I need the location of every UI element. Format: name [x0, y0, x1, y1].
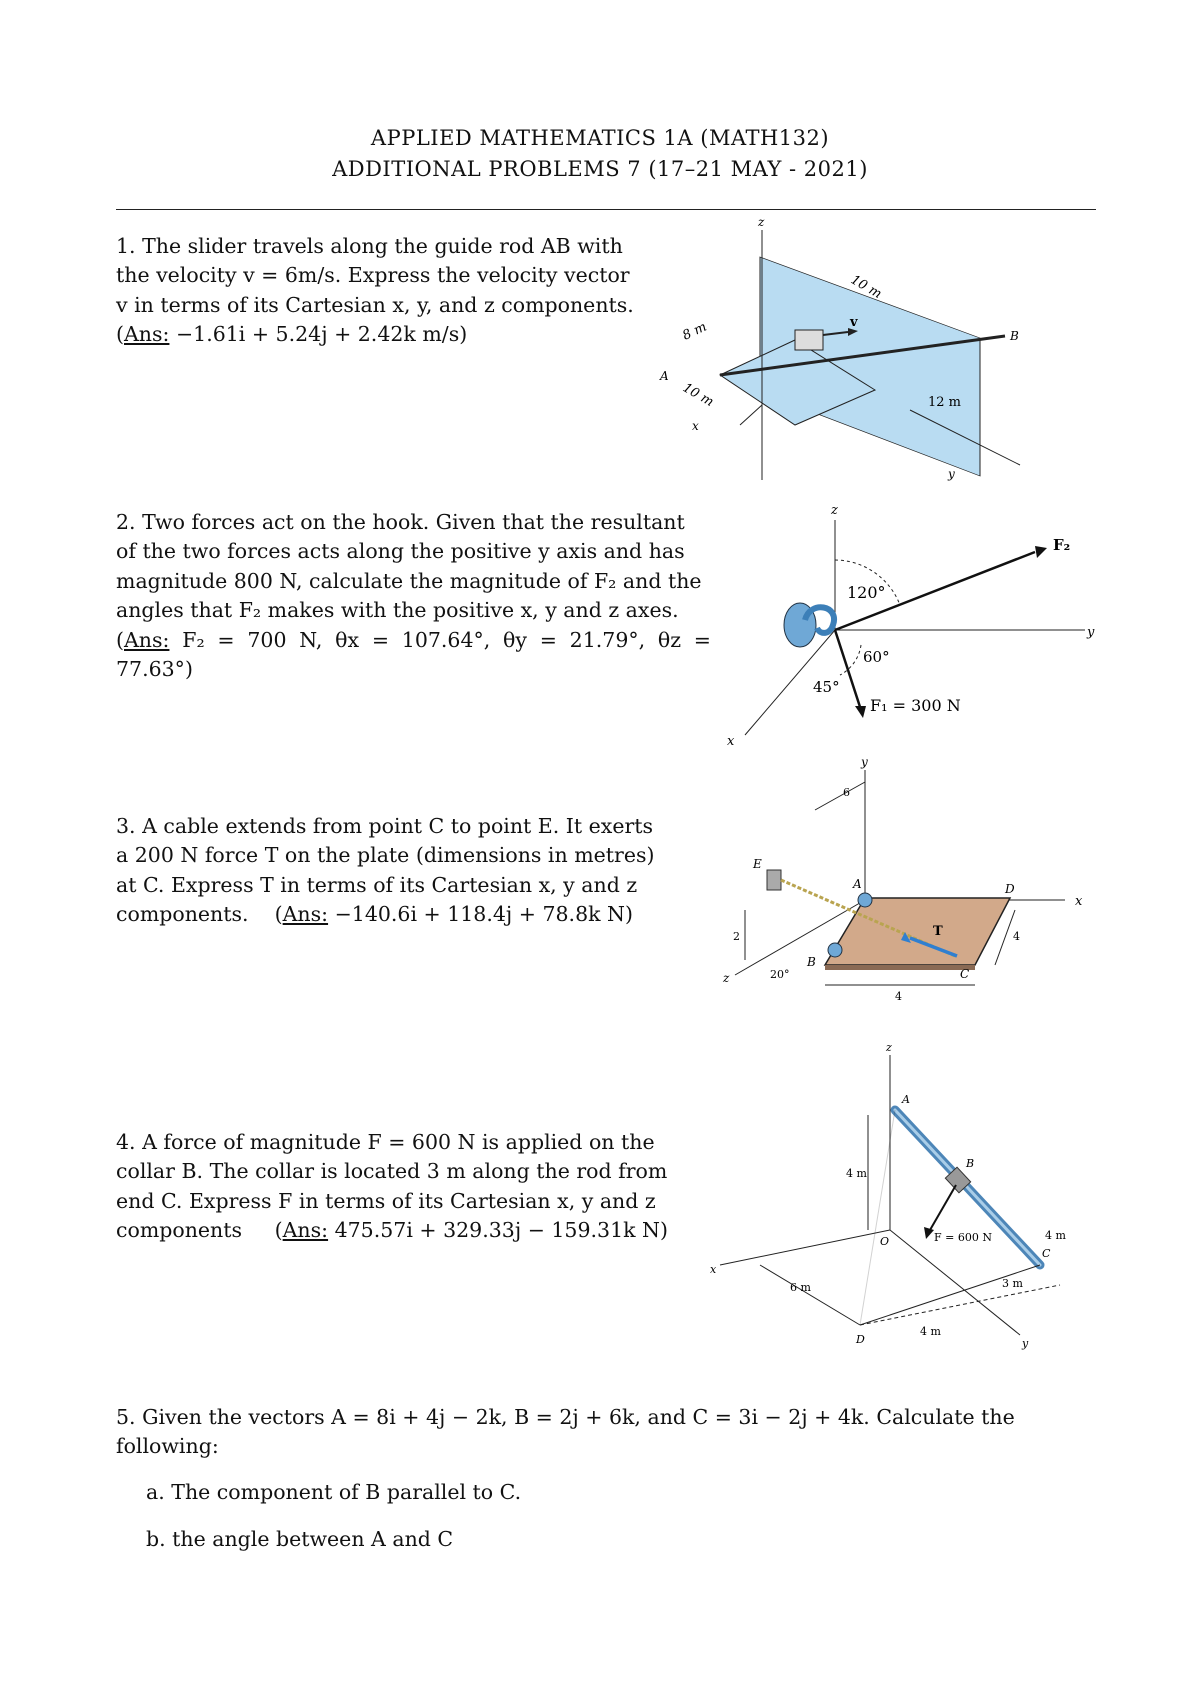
problem-text-line: Two forces act on the hook. Given that the resultant	[142, 510, 685, 534]
answer-value: F₂ = 700 N, θx = 107.64°, θy = 21.79°, θz = 77.63°	[116, 627, 711, 682]
problem-text-line: The slider travels along the guide rod AB with	[142, 234, 623, 258]
fig4-label-A: A	[902, 1093, 910, 1106]
y-axis	[890, 1230, 1020, 1335]
item-label: b.	[146, 1527, 166, 1551]
line-DC	[860, 1265, 1040, 1325]
figure-3-plate-cable	[723, 755, 1105, 1030]
fig3-label-B: B	[807, 955, 816, 969]
problem-text-line: at C. Express T in terms of its Cartesian x, y and z	[116, 872, 638, 897]
problem-number: 4.	[116, 1130, 136, 1154]
problem-text-line: collar B. The collar is located 3 m along the rod from	[116, 1159, 668, 1184]
fig3-label-D: D	[1005, 882, 1015, 896]
problem-text-line: the velocity v = 6m/s. Express the velocity vector	[116, 263, 630, 288]
fig4-label-y: y	[1022, 1337, 1029, 1350]
answer-value: −140.6i + 118.4j + 78.8k N	[334, 902, 625, 927]
answer-label: Ans:	[282, 1218, 329, 1243]
problem-3: 3. A cable extends from point C to point E. It exerts a 200 N force T on the plate (dimensions in metres) at C. Express T in terms of its Cartesian x, y and z components. (Ans: −140.6i + 118.4j + 78.8k N)	[116, 812, 696, 930]
fig1-label-12m: 12 m	[928, 395, 962, 410]
problem-5	[116, 1403, 1096, 1462]
fig4-label-3m: 3 m	[1002, 1277, 1023, 1290]
figure-2-hook-forces	[727, 500, 1095, 749]
item-text: the angle between A and C	[172, 1527, 454, 1551]
fig3-label-6: 6	[843, 786, 850, 799]
fig3-label-4b: 4	[1013, 930, 1020, 943]
force-F-arrowhead	[924, 1227, 934, 1239]
fig3-label-2: 2	[733, 930, 740, 943]
fig4-label-4m: 4 m	[846, 1167, 867, 1180]
fig3-label-20: 20°	[770, 968, 790, 981]
fig2-label-x: x	[727, 734, 735, 749]
fig1-label-A: A	[660, 369, 669, 383]
fig2-label-y: y	[1087, 625, 1095, 640]
problem-4: 4. A force of magnitude F = 600 N is applied on the collar B. The collar is located 3 m along the rod from end C. Express F in terms of its Cartesian x, y and z components (Ans: 475.57i + 329.33j − 159.31k N)	[116, 1128, 696, 1246]
plate-edge	[825, 965, 975, 970]
anchor-E	[767, 870, 781, 890]
fig3-label-A: A	[853, 877, 862, 891]
problem-number: 2.	[116, 510, 136, 534]
fig4-label-4m-3: 4 m	[920, 1325, 941, 1338]
fig3-label-z: z	[723, 971, 730, 985]
fig1-label-10m-2: 10 m	[680, 380, 717, 410]
force-F1-line	[835, 630, 861, 710]
slider-collar	[795, 330, 823, 350]
support-A	[858, 893, 872, 907]
problem-text-line: angles that F₂ makes with the positive x, y and z axes.	[116, 598, 679, 623]
fig3-label-x: x	[1075, 894, 1083, 909]
fig3-label-T: T	[933, 924, 943, 939]
fig3-label-E: E	[753, 857, 762, 871]
fig2-label-z: z	[831, 503, 838, 518]
answer-value: 475.57i + 329.33j − 159.31k N	[334, 1218, 660, 1243]
problem-text-line: Given the vectors A = 8i + 4j − 2k, B = 2j + 6k, and C = 3i − 2j + 4k. Calculate the	[142, 1405, 1015, 1429]
force-F1-arrowhead	[855, 706, 866, 718]
problem-text-line: A cable extends from point C to point E. It exerts	[142, 814, 654, 838]
answer-line: (Ans: F₂ = 700 N, θx = 107.64°, θy = 21.79°, θz = 77.63°)	[116, 627, 711, 682]
figure-4-collar-rod	[710, 1041, 1100, 1355]
fig2-label-45: 45°	[813, 678, 840, 696]
fig4-label-C: C	[1042, 1247, 1051, 1260]
fig4-label-6m: 6 m	[790, 1281, 811, 1294]
force-F2-arrowhead	[1035, 546, 1047, 558]
fig4-label-B: B	[966, 1157, 975, 1170]
fig4-label-x: x	[710, 1263, 717, 1276]
problem-5a	[146, 1480, 521, 1504]
document-subtitle: ADDITIONAL PROBLEMS 7 (17–21 MAY - 2021)	[332, 157, 868, 181]
fig3-label-4a: 4	[895, 990, 902, 1003]
problem-number: 1.	[116, 234, 136, 258]
problem-5b	[146, 1527, 453, 1551]
fig3-label-y: y	[861, 755, 868, 769]
ground-edge	[860, 1285, 1060, 1325]
problem-1	[116, 232, 636, 350]
item-text: The component of B parallel to C.	[171, 1480, 522, 1504]
fig2-label-F2: F₂	[1053, 536, 1071, 554]
fig1-label-z: z	[758, 215, 765, 229]
fig4-label-O: O	[880, 1235, 890, 1248]
fig3-label-C: C	[960, 967, 970, 981]
header-divider	[116, 209, 1096, 210]
support-B	[828, 943, 842, 957]
x-axis	[740, 405, 762, 425]
fig4-label-4m-2: 4 m	[1045, 1229, 1066, 1242]
problem-text-line: components	[116, 1218, 243, 1243]
fig4-label-F: F = 600 N	[934, 1231, 992, 1244]
problem-text-line: following:	[116, 1434, 219, 1459]
problem-text-line: magnitude 800 N, calculate the magnitude of F₂ and the	[116, 568, 702, 593]
problem-text-line: of the two forces acts along the positive y axis and has	[116, 539, 685, 564]
problem-text-line: v in terms of its Cartesian x, y, and z components.	[116, 292, 634, 317]
problem-text-line: a 200 N force T on the plate (dimensions in metres)	[116, 843, 655, 868]
answer-label: Ans:	[124, 322, 170, 347]
problem-text-line: A force of magnitude F = 600 N is applied on the	[142, 1130, 655, 1154]
fig1-label-y: y	[948, 467, 955, 481]
document-title: APPLIED MATHEMATICS 1A (MATH132)	[370, 126, 830, 150]
ground-edge-2	[760, 1265, 860, 1325]
fig1-label-10m: 10 m	[848, 272, 885, 302]
item-label: a.	[146, 1480, 165, 1504]
fig2-label-60: 60°	[863, 648, 890, 666]
answer-value: −1.61i + 5.24j + 2.42k m/s	[175, 322, 460, 347]
fig1-label-8m: 8 m	[680, 319, 710, 344]
problem-number: 5.	[116, 1405, 136, 1429]
dim-line-6	[815, 782, 865, 810]
answer-label: Ans:	[282, 902, 329, 927]
problem-2	[116, 508, 711, 684]
answer-line: (Ans: −1.61i + 5.24j + 2.42k m/s)	[116, 322, 468, 347]
problem-text-line: components.	[116, 902, 249, 927]
fig2-label-F1: F₁ = 300 N	[870, 696, 961, 715]
fig4-label-D: D	[856, 1333, 865, 1346]
fig2-label-120: 120°	[847, 583, 886, 602]
x-axis	[720, 1230, 890, 1265]
angle-arc-60	[840, 645, 861, 675]
fig1-label-B: B	[1010, 329, 1019, 343]
fig4-label-z: z	[886, 1041, 892, 1054]
answer-label: Ans:	[124, 627, 170, 652]
problem-text-line: end C. Express F in terms of its Cartesian x, y and z	[116, 1188, 656, 1213]
figure-1-slider-rod	[660, 215, 1060, 481]
problem-number: 3.	[116, 814, 136, 838]
force-F-line	[930, 1185, 956, 1230]
fig1-label-v: v	[850, 315, 858, 330]
plate	[825, 898, 1010, 965]
fig1-label-x: x	[692, 419, 699, 433]
